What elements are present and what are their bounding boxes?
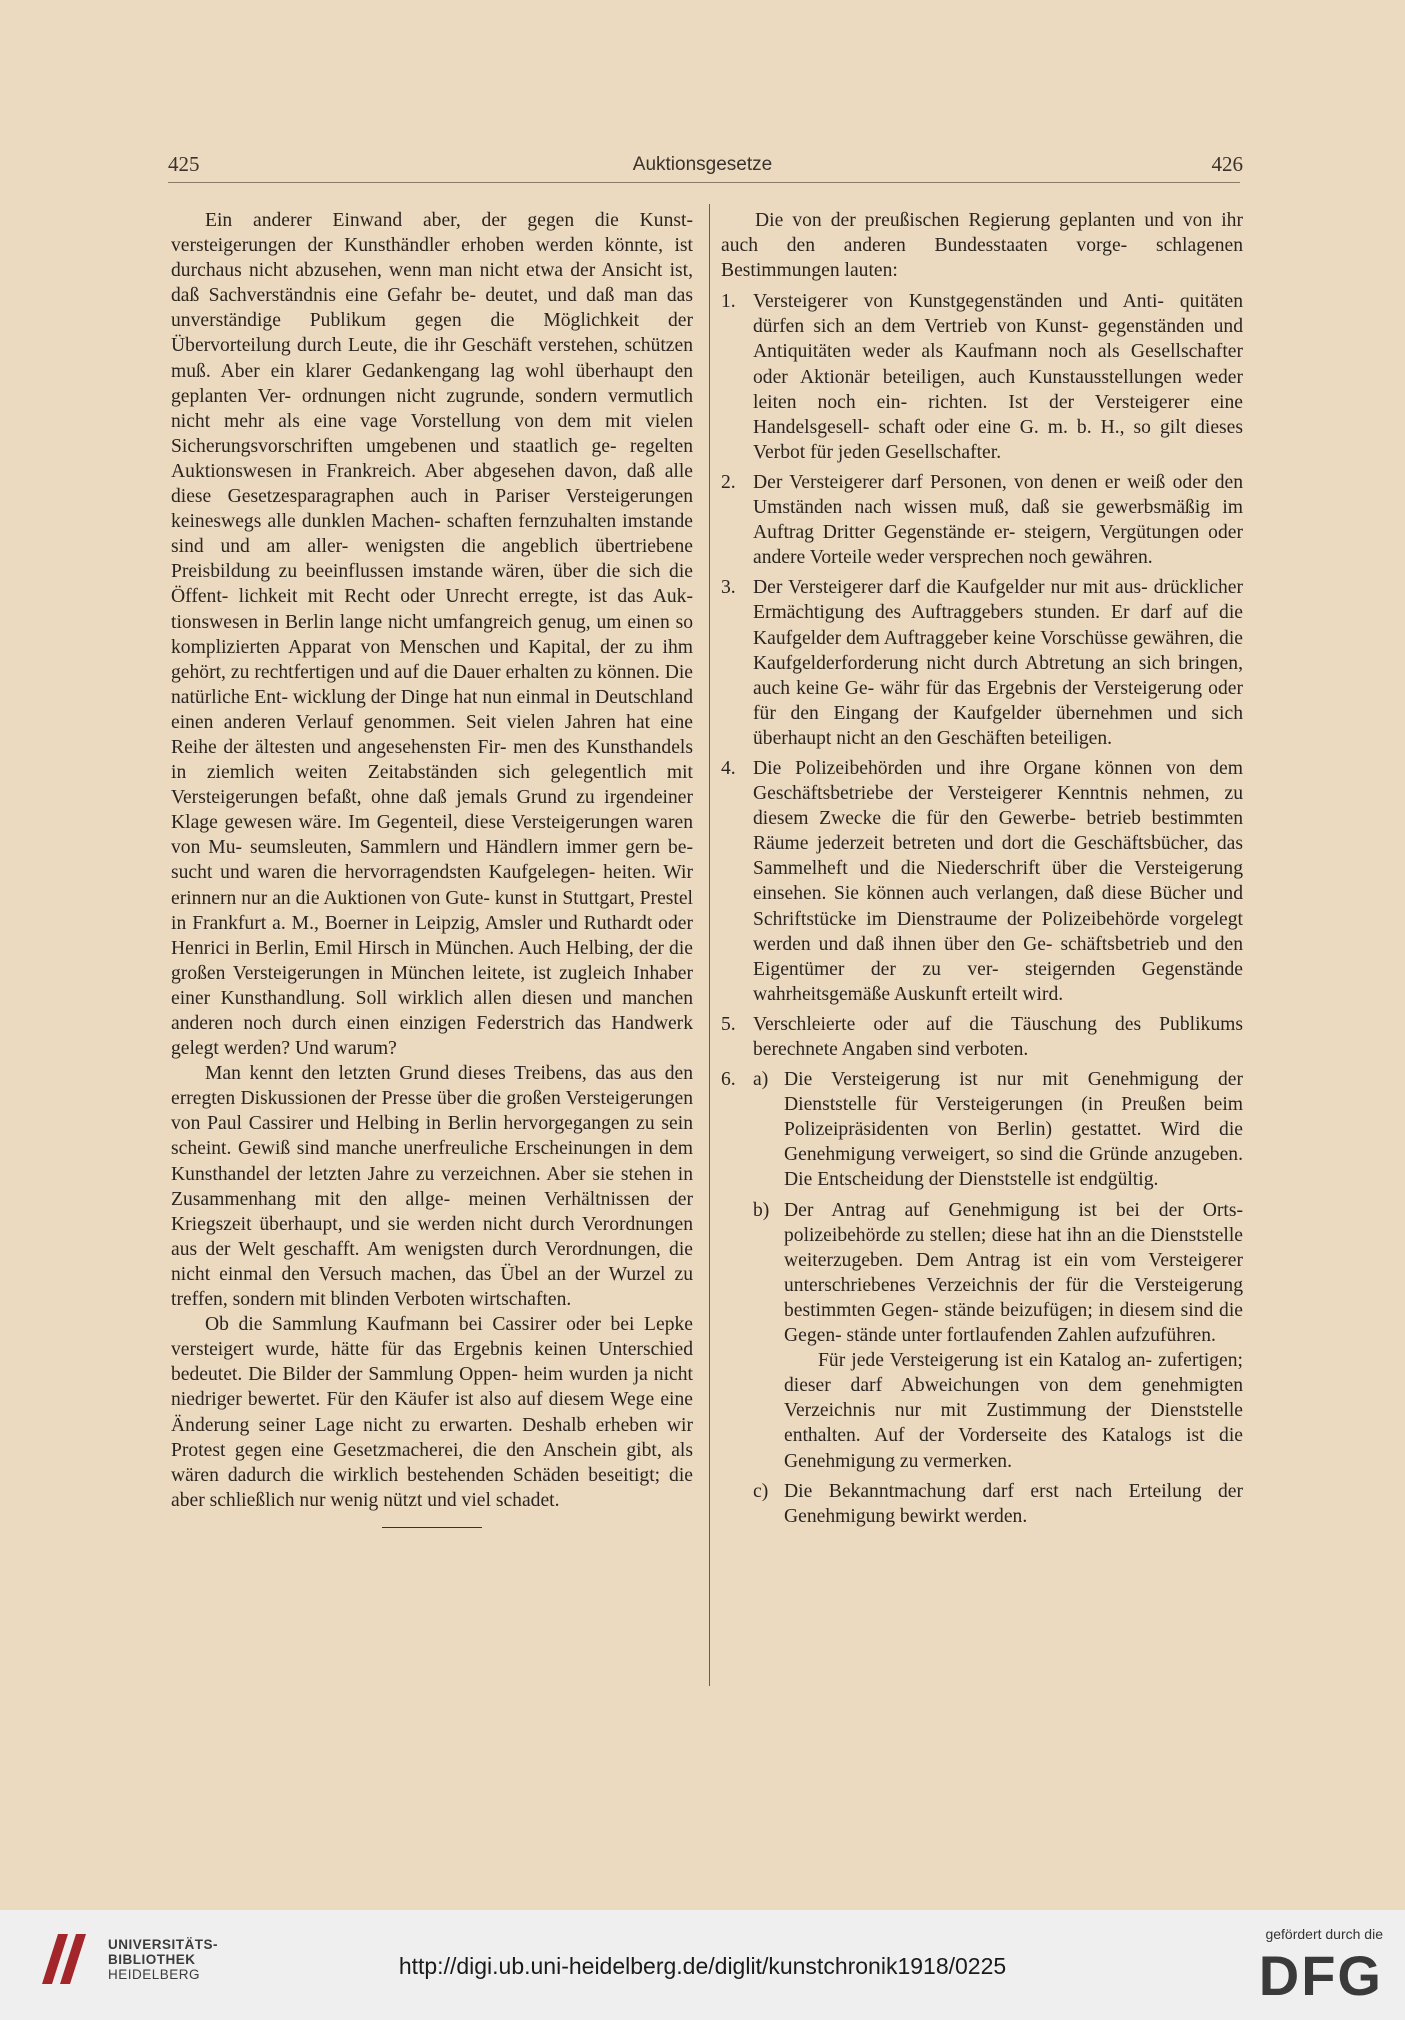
rule-item-4 <box>721 756 1243 1007</box>
left-paragraph-2: Man kennt den letzten Grund dieses Treibens, das aus den erregten Diskussionen der Presse über die großen Versteigerungen von Paul Cassirer und Helbing in Berlin hervorgegangen zu sein scheint. Gewiß sind manche unerfreuliche Erscheinungen in dem Kunsthandel der letzten Jahre zu verzeichnen. Aber sie stehen in Zusammenhang mit den allge- meinen Verhältnissen der Kriegszeit überhaupt, und sie werden nicht durch Verordnungen aus der Welt geschafft. Am wenigsten durch Verordnungen, die nicht einmal den Versuch machen, das Übel an der Wurzel zu treffen, sondern mit blinden Verboten wirtschaften. <box>171 1063 693 1311</box>
item-number: 2. <box>721 471 736 493</box>
right-intro: Die von der preußischen Regierung geplanten und von ihr auch den anderen Bundesstaaten vorge- schlagenen Bestimmungen lauten: <box>721 210 1243 282</box>
item-number: 3. <box>721 577 736 599</box>
header-rule <box>168 182 1240 183</box>
item-text: Verschleierte oder auf die Täuschung des Publikums berechnete Angaben sind verboten. <box>753 1013 1243 1060</box>
item-number: 4. <box>721 757 736 779</box>
rule-item-1 <box>721 289 1243 465</box>
item-text: Der Versteigerer darf Personen, von denen er weiß oder den Umständen nach wissen muß, daß sie gewerbsmäßig im Auftrag Dritter Gegenstände er- steigern, Vergütungen oder andere Vorteile weder versprechen noch gewähren. <box>753 471 1243 569</box>
rule-item-6b <box>721 1198 1243 1474</box>
rule-item-3 <box>721 575 1243 751</box>
column-divider <box>709 204 710 1686</box>
right-column <box>721 208 1243 1534</box>
item-number: 6. <box>721 1069 736 1091</box>
left-column <box>171 208 693 1528</box>
sub-text: Die Versteigerung ist nur mit Genehmigung der Dienststelle für Versteigerungen (in Preußen beim Polizeipräsidenten von Berlin) gestattet. Wird die Genehmigung verweigert, so sind die Gründe anzugeben. Die Entscheidung der Dienststelle ist endgültig. <box>784 1069 1243 1191</box>
item-number: 5. <box>721 1013 736 1035</box>
sub-label: b) <box>753 1199 770 1221</box>
left-paragraph-1: Ein anderer Einwand aber, der gegen die Kunst- versteigerungen der Kunsthändler erhoben werden könnte, ist durchaus nicht abzusehen, wenn man nicht etwa der Ansicht ist, daß Sachverständnis eine Gefahr be- deutet, und daß man das unverständige Publikum gegen die Möglichkeit der Übervorteilung durch Leute, die ihr Geschäft verstehen, schützen muß. Aber ein klarer Gedankengang lag wohl überhaupt den geplanten Ver- ordnungen nicht zugrunde, sondern vermutlich nicht mehr als eine vage Vorstellung von dem mit vielen Sicherungsvorschriften umgebenen und staatlich ge- regelten Auktionswesen in Frankreich. Aber abgesehen davon, daß alle diese Gesetzesparagraphen auch in Pariser Versteigerungen keineswegs alle dunklen Machen- schaften fernzuhalten imstande sind und am aller- wenigsten die angeblich übertriebene Preisbildung zu beeinflussen imstande wären, über die sich die Öffent- lichkeit mit Recht oder Unrecht erregte, ist das Auk- tionswesen in Berlin lange nicht umfangreich genug, um einen so komplizierten Apparat von Menschen und Kapital, der zu ihm gehört, zu rechtfertigen und auf die Dauer erhalten zu können. Die natürliche Ent- wicklung der Dinge hat nun einmal in Deutschland einen anderen Verlauf genommen. Seit vielen Jahren hat eine Reihe der ältesten und angesehensten Fir- men des Kunsthandels in ziemlich weiten Zeitabständen sich gelegentlich mit Versteigerungen befaßt, ohne daß jemals Grund zu irgendeiner Klage gewesen wäre. Im Gegenteil, diese Versteigerungen waren von Mu- seumsleuten, Sammlern und Händlern immer gern be- sucht und waren die hervorragendsten Kaufgelegen- heiten. Wir erinnern nur an die Auktionen von Gute- kunst in Stuttgart, Prestel in Frankfurt a. M., Boerner in Leipzig, Amsler und Ruthardt oder Henrici in Berlin, Emil Hirsch in München. Auch Helbing, der die großen Versteigerungen in München leitete, ist zugleich Inhaber einer Kunsthandlung. Soll wirklich allen diesen und manchen anderen noch durch einen einzigen Federstrich das Handwerk gelegt werden? Und warum? <box>171 210 693 1060</box>
funded-by-label: gefördert durch die <box>1265 1926 1383 1942</box>
sub-label: a) <box>753 1069 769 1091</box>
end-rule <box>382 1527 482 1529</box>
item-text: Die Polizeibehörden und ihre Organe können von dem Geschäftsbetriebe der Versteigerer Kenntnis nehmen, zu diesem Zwecke die für den Gewerbe- betrieb bestimmten Räume jederzeit betreten und dort die Geschäftsbücher, das Sammelheft und die Niederschrift über die Versteigerung einsehen. Sie können auch verlangen, daß diese Bücher und Schriftstücke im Dienstraume der Polizeibehörde vorgelegt werden und daß ihnen über den Ge- schäftsbetrieb und den Eigentümer der zu ver- steigernden Gegenstände wahrheitsgemäße Auskunft erteilt wird. <box>753 757 1243 1005</box>
sub-text: Die Bekanntmachung darf erst nach Erteilung der Genehmigung bewirkt werden. <box>784 1480 1243 1527</box>
page-number-right: 426 <box>1211 152 1243 176</box>
item-text: Versteigerer von Kunstgegenständen und Anti- quitäten dürfen sich an dem Vertrieb von Kunst- gegenständen und Antiquitäten weder als Kaufmann noch als Gesellschafter oder Aktionär beteiligen, auch Kunstausstellungen weder leiten noch ein- richten. Ist der Versteigerer eine Handelsgesell- schaft oder eine G. m. b. H., so gilt dieses Verbot für jeden Gesellschafter. <box>753 291 1243 463</box>
sub-text-continued: Für jede Versteigerung ist ein Katalog an- zufertigen; dieser darf Abweichungen von dem genehmigten Verzeichnis nur mit Zustimmung der Dienststelle enthalten. Auf der Vorderseite des Katalogs ist die Genehmigung zu vermerken. <box>784 1350 1243 1472</box>
item-number: 1. <box>721 291 736 313</box>
permalink-url[interactable]: http://digi.ub.uni-heidelberg.de/diglit/kunstchronik1918/0225 <box>398 1953 1007 1979</box>
library-line-3: HEIDELBERG <box>108 1967 201 1982</box>
rule-item-6a <box>721 1067 1243 1192</box>
rule-item-2 <box>721 470 1243 570</box>
running-title: Auktionsgesetze <box>632 154 773 175</box>
library-line-2: BIBLIOTHEK <box>108 1952 196 1967</box>
rule-item-6c <box>721 1479 1243 1529</box>
sub-label: c) <box>753 1480 769 1502</box>
left-paragraph-3: Ob die Sammlung Kaufmann bei Cassirer oder bei Lepke versteigert wurde, hätte für das Ergebnis keinen Unterschied bedeutet. Die Bilder der Sammlung Oppen- heim wurden ja nicht niedriger bewertet. Für den Käufer ist also auf diesem Wege eine Änderung seiner Lage nicht zu erwarten. Deshalb erheben wir Protest gegen eine Gesetzmacherei, die den Anschein gibt, als wären dadurch die wirklich bestehenden Schäden beseitigt; die aber schließlich nur wenig nützt und viel schadet. <box>171 1314 693 1511</box>
library-line-1: UNIVERSITÄTS- <box>108 1937 219 1952</box>
sub-text: Der Antrag auf Genehmigung ist bei der Orts- polizeibehörde zu stellen; diese hat ihn an die Dienststelle weiterzugeben. Dem Antrag ist ein vom Versteigerer unterschriebenes Verzeichnis der für die Versteigerung bestimmten Gegen- stände beizufügen; in diesem sind die Gegen- stände unter fortlaufenden Zahlen aufzuführen. <box>784 1199 1243 1347</box>
page-number-left: 425 <box>168 152 200 176</box>
item-text: Der Versteigerer darf die Kaufgelder nur mit aus- drücklicher Ermächtigung des Auftraggebers stunden. Er darf auf die Kaufgelder dem Auftraggeber keine Vorschüsse gewähren, die Kaufgelderforderung nicht durch Abtretung an sich bringen, auch keine Ge- währ für das Ergebnis der Versteigerung oder für den Eingang der Kaufgelder übernehmen und sich überhaupt nicht an den Geschäften beteiligen. <box>753 577 1243 749</box>
rule-item-5 <box>721 1012 1243 1062</box>
dfg-logo: DFG <box>1258 1944 1383 2007</box>
